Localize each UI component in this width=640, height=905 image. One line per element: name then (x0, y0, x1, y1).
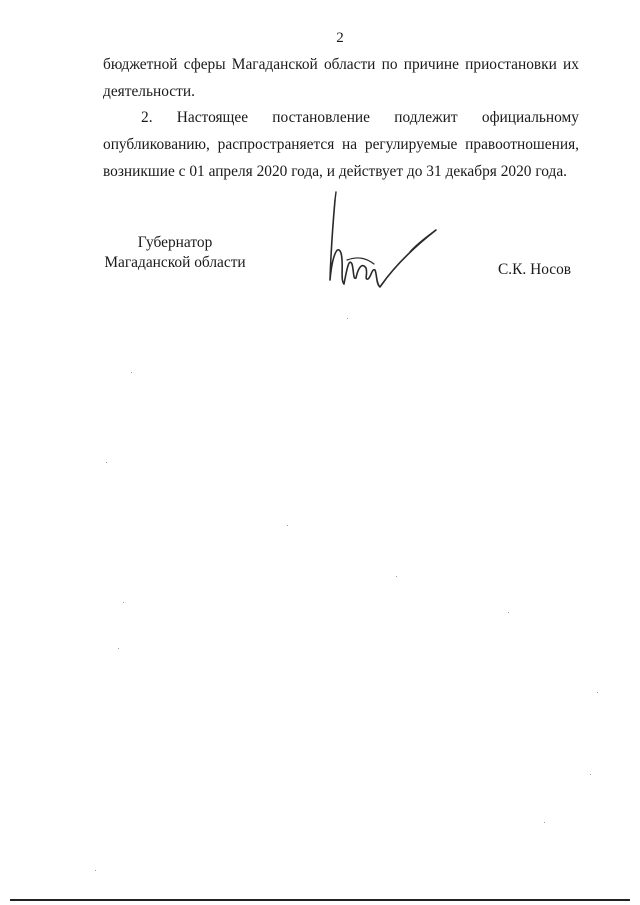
page-number: 2 (336, 30, 344, 46)
paragraph-1: бюджетной сферы Магаданской области по причине приостановки их деятельности. (103, 56, 579, 100)
scan-speck (508, 612, 509, 613)
scan-speck (131, 372, 132, 373)
paragraph-2-first-line: 2. Настоящее постановление подлежит официальному (141, 109, 579, 126)
scan-speck (95, 870, 96, 871)
scan-bottom-edge (10, 899, 630, 901)
scan-speck (123, 602, 124, 603)
scan-speck (597, 692, 598, 693)
paragraph-2-rest: опубликованию, распространяется на регулируемые правоотношения, возникшие с 01 апреля 2020 года, и действует до 31 декабря 2020 года. (103, 136, 579, 180)
scan-speck (396, 576, 397, 577)
paragraph-2 (103, 104, 579, 185)
scan-speck (106, 462, 107, 463)
signatory-name: С.К. Носов (498, 261, 572, 278)
signatory-position (100, 233, 250, 273)
scan-speck (544, 822, 545, 823)
scan-speck (590, 774, 591, 775)
signatory-position-line-1: Губернатор (137, 234, 213, 251)
scan-speck (118, 648, 119, 649)
scan-speck (287, 525, 288, 526)
signatory-position-line-2: Магаданской области (104, 254, 246, 271)
scan-speck (347, 318, 348, 319)
handwritten-signature (318, 188, 448, 293)
